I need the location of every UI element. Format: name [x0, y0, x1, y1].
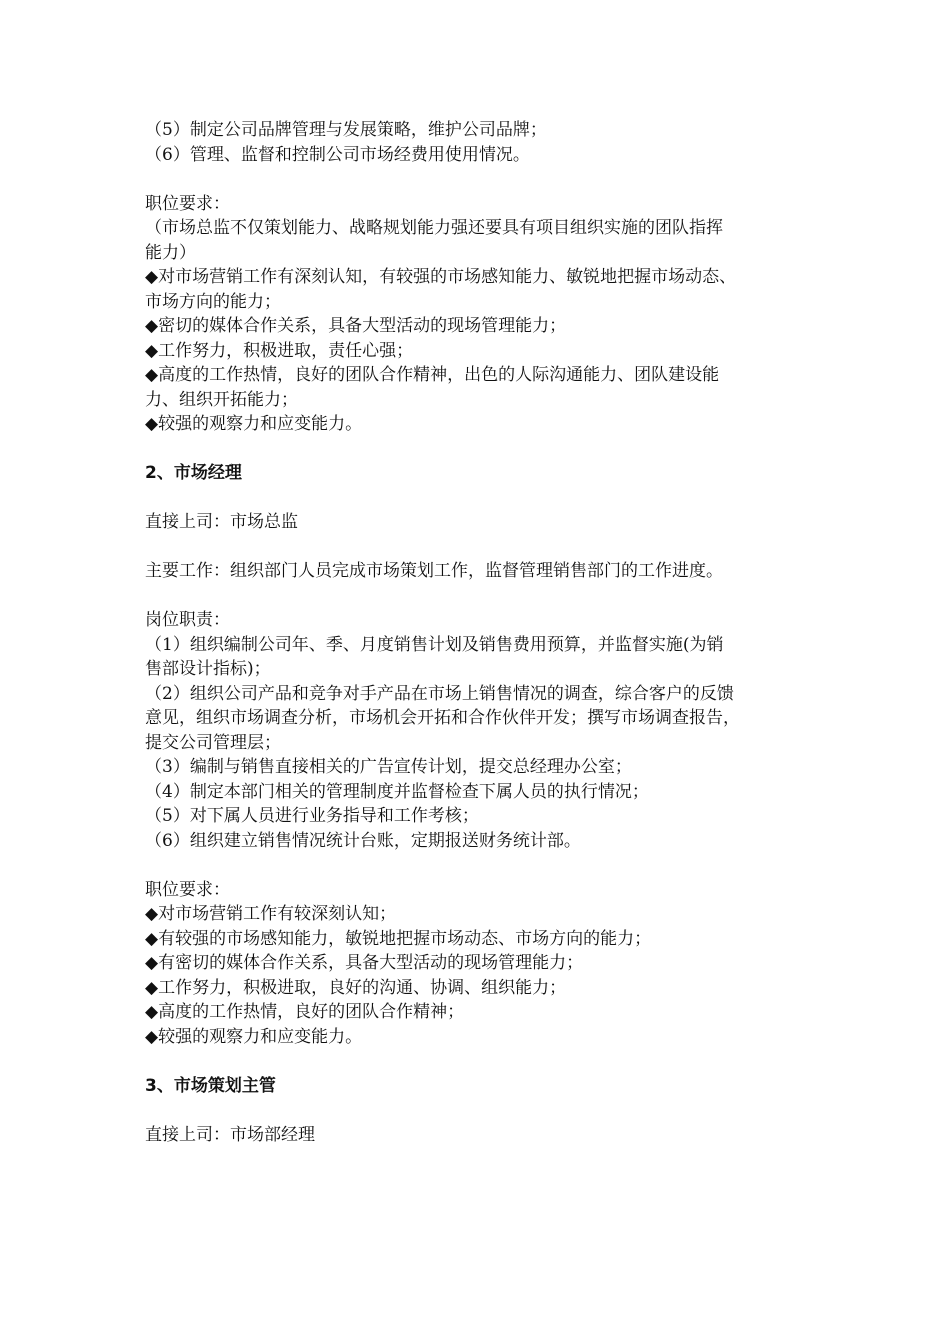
requirement-line: ◆有较强的市场感知能力，敏锐地把握市场动态、市场方向的能力；	[145, 928, 652, 949]
requirement-line: （市场总监不仅策划能力、战略规划能力强还要具有项目组织实施的团队指挥	[145, 218, 723, 238]
requirement-line: ◆高度的工作热情，良好的团队合作精神，出色的人际沟通能力、团队建设能	[145, 365, 720, 385]
requirement-line: ◆高度的工作热情，良好的团队合作精神；	[145, 1002, 465, 1022]
supervisor-line: 直接上司：市场总监	[145, 512, 298, 532]
requirement-line: 能力）	[145, 242, 196, 263]
document-page	[145, 118, 825, 1147]
paragraph-gap	[145, 853, 825, 878]
duty-line: （5）对下属人员进行业务指导和工作考核；	[145, 806, 479, 826]
duty-line: （6）组织建立销售情况统计台账，定期报送财务统计部。	[145, 830, 581, 851]
section-heading: 3、市场策划主管	[145, 1075, 276, 1096]
paragraph-gap	[145, 486, 825, 511]
requirements-label: 职位要求：	[145, 193, 230, 214]
requirements-label: 职位要求：	[145, 879, 230, 900]
paragraph-gap	[145, 437, 825, 462]
paragraph-gap	[145, 535, 825, 560]
paragraph-gap	[145, 1049, 825, 1074]
duty-line: （3）编制与销售直接相关的广告宣传计划，提交总经理办公室；	[145, 757, 632, 777]
paragraph-gap	[145, 1098, 825, 1123]
duty-line: 售部设计指标)；	[145, 659, 271, 679]
duty-line: （6）管理、监督和控制公司市场经费用使用情况。	[145, 144, 530, 165]
duty-line: 提交公司管理层；	[145, 732, 281, 753]
requirement-line: ◆工作努力，积极进取，良好的沟通、协调、组织能力；	[145, 977, 567, 998]
requirement-line: 市场方向的能力；	[145, 291, 281, 312]
duty-line: （4）制定本部门相关的管理制度并监督检查下属人员的执行情况；	[145, 781, 649, 802]
requirement-line: 力、组织开拓能力；	[145, 389, 298, 410]
requirement-line: ◆有密切的媒体合作关系，具备大型活动的现场管理能力；	[145, 953, 584, 973]
requirement-line: ◆较强的观察力和应变能力。	[145, 414, 363, 434]
duty-line: 意见，组织市场调查分析，市场机会开拓和合作伙伴开发；撰写市场调查报告，	[145, 708, 740, 728]
section-heading: 2、市场经理	[145, 463, 242, 483]
paragraph-gap	[145, 167, 825, 192]
duty-line: （2）组织公司产品和竞争对手产品在市场上销售情况的调查，综合客户的反馈	[145, 683, 734, 704]
duty-line: （5）制定公司品牌管理与发展策略，维护公司品牌；	[145, 120, 547, 140]
paragraph-gap	[145, 584, 825, 609]
requirement-line: ◆对市场营销工作有深刻认知，有较强的市场感知能力、敏锐地把握市场动态、	[145, 267, 737, 287]
requirement-line: ◆密切的媒体合作关系，具备大型活动的现场管理能力；	[145, 316, 567, 336]
main-work-line: 主要工作：组织部门人员完成市场策划工作，监督管理销售部门的工作进度。	[145, 561, 723, 581]
requirement-line: ◆工作努力，积极进取，责任心强；	[145, 340, 414, 361]
requirement-line: ◆较强的观察力和应变能力。	[145, 1026, 363, 1047]
supervisor-line: 直接上司：市场部经理	[145, 1124, 315, 1145]
requirement-line: ◆对市场营销工作有较深刻认知；	[145, 904, 397, 924]
duties-label: 岗位职责：	[145, 610, 230, 630]
duty-line: （1）组织编制公司年、季、月度销售计划及销售费用预算，并监督实施(为销	[145, 634, 724, 655]
